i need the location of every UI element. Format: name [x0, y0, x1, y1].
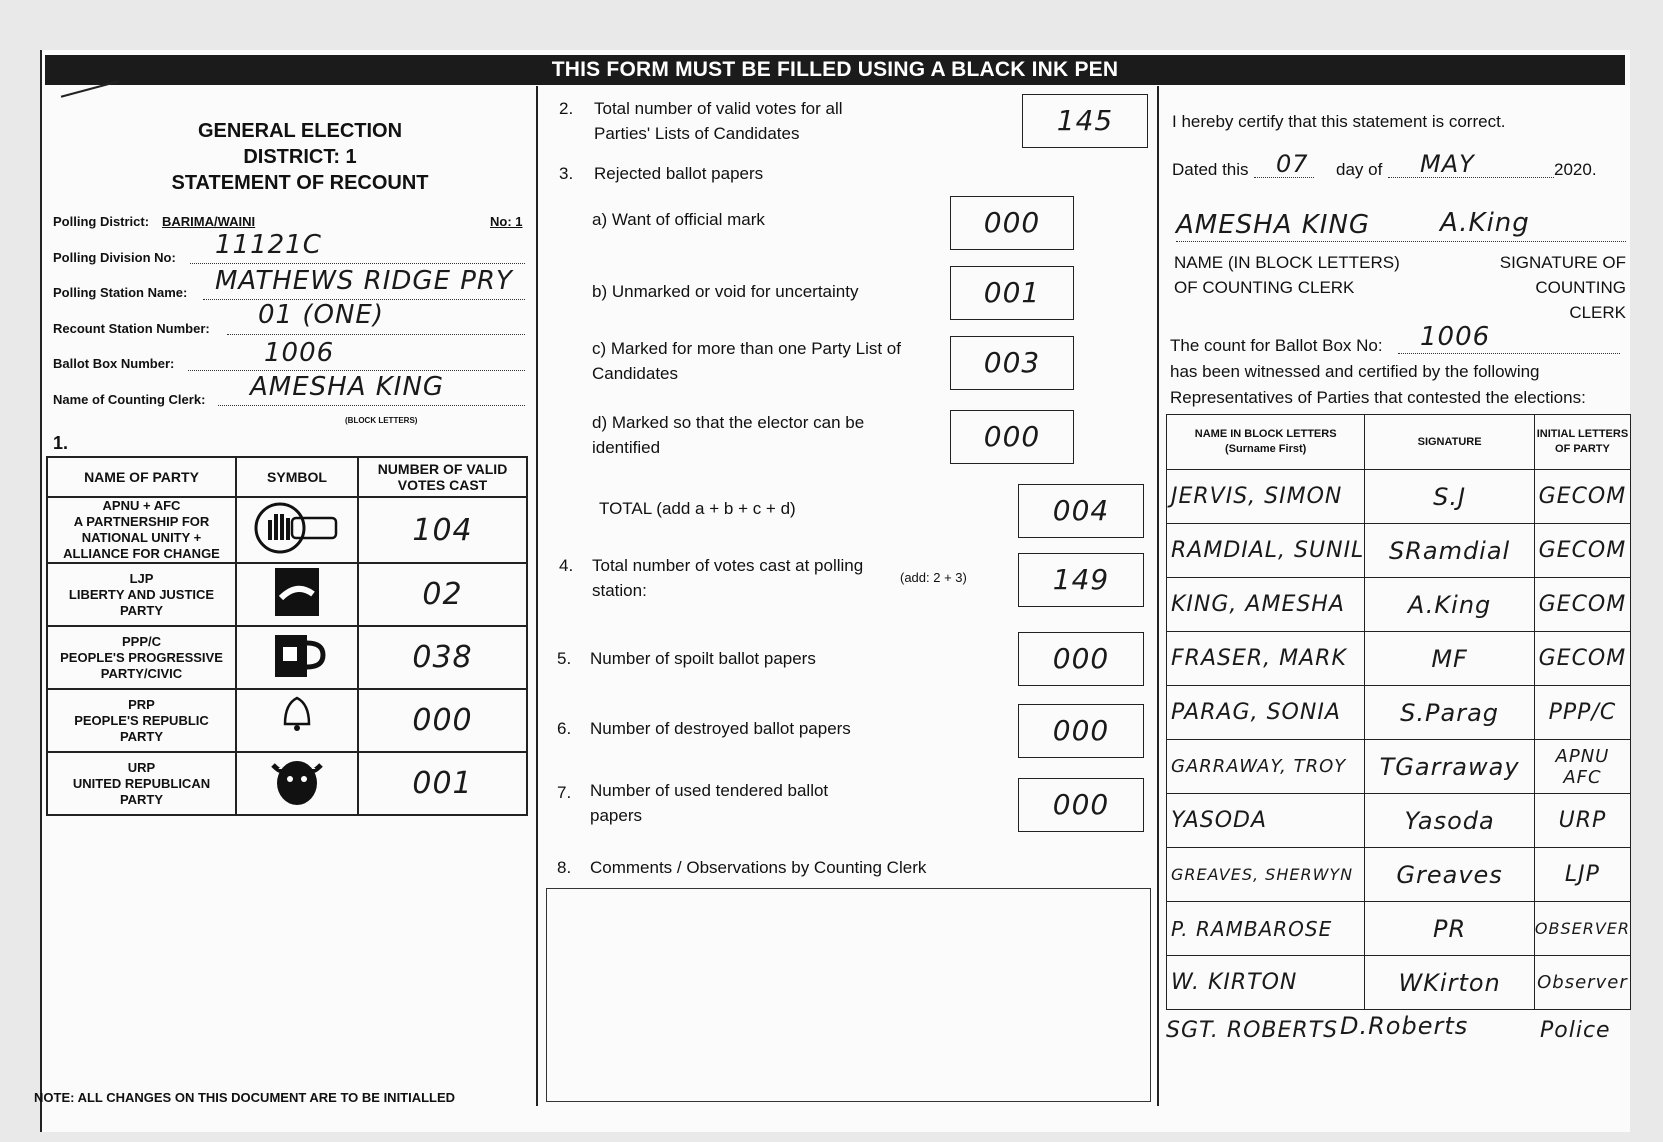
- party-name: PPP/C PEOPLE'S PROGRESSIVE PARTY/CIVIC: [47, 626, 236, 689]
- qc-text: c) Marked for more than one Party List of Candidates: [592, 339, 901, 383]
- witness-signature: SRamdial: [1365, 524, 1535, 578]
- day-of-text: day of: [1336, 160, 1383, 179]
- ballot-box-value: 1006: [264, 338, 335, 368]
- q7-text: Number of used tendered ballot papers: [590, 781, 829, 825]
- hand-symbol-icon: [236, 497, 358, 563]
- polling-division-value: 11121C: [215, 230, 322, 260]
- q6-value-box: 000: [1018, 704, 1144, 758]
- party-row: [47, 497, 527, 563]
- polling-station-value: MATHEWS RIDGE PRY: [215, 266, 513, 296]
- witness-party: URP: [1534, 794, 1630, 848]
- qa-text: a) Want of official mark: [592, 210, 765, 229]
- comments-box[interactable]: [546, 888, 1151, 1102]
- witness-party: GECOM: [1534, 578, 1630, 632]
- q4-number: 4.: [559, 556, 574, 575]
- section-1-label: 1.: [53, 433, 69, 453]
- witness-line2: Representatives of Parties that contested the elections:: [1170, 388, 1586, 407]
- dated-year: 2020.: [1554, 160, 1597, 179]
- q3-text: Rejected ballot papers: [594, 164, 764, 183]
- witness-row: [1167, 578, 1631, 632]
- witness-name: PARAG, SONIA: [1167, 686, 1365, 740]
- symbol-header: SYMBOL: [236, 457, 358, 497]
- bull-symbol-icon: [236, 752, 358, 815]
- witness-signature: TGarraway: [1365, 740, 1535, 794]
- witness-party: LJP: [1534, 848, 1630, 902]
- polling-division-label: Polling Division No:: [53, 250, 176, 265]
- qb-text: b) Unmarked or void for uncertainty: [592, 282, 859, 301]
- party-name: APNU + AFC A PARTNERSHIP FOR NATIONAL UNITY + ALLIANCE FOR CHANGE: [47, 497, 236, 563]
- party-row: [47, 752, 527, 815]
- q8-text: Comments / Observations by Counting Clerk: [590, 858, 927, 877]
- q7-number: 7.: [557, 783, 572, 802]
- q4-value-box: 149: [1018, 553, 1144, 607]
- party-votes: 000: [358, 689, 527, 752]
- party-votes: 001: [358, 752, 527, 815]
- total-value-box: 004: [1018, 484, 1144, 538]
- bell-symbol-icon: [236, 689, 358, 752]
- party-name-header: NAME OF PARTY: [47, 457, 236, 497]
- party-name: PRP PEOPLE'S REPUBLIC PARTY: [47, 689, 236, 752]
- q6-number: 6.: [557, 719, 572, 738]
- witness-signature: PR: [1365, 902, 1535, 956]
- qb-value-box: 001: [950, 266, 1074, 320]
- party-votes: 038: [358, 626, 527, 689]
- q5-text: Number of spoilt ballot papers: [590, 649, 816, 668]
- column-divider-right: [1157, 86, 1159, 1106]
- clerk-signature-label: SIGNATURE OF COUNTING CLERK: [1499, 253, 1626, 322]
- party-row: [47, 563, 527, 626]
- witness-signature: A.King: [1365, 578, 1535, 632]
- party-votes: 02: [358, 563, 527, 626]
- banner: THIS FORM MUST BE FILLED USING A BLACK INK PEN: [45, 55, 1625, 85]
- clerk-signature: A.King: [1440, 208, 1530, 238]
- cup-symbol-icon: [236, 626, 358, 689]
- party-name: LJP LIBERTY AND JUSTICE PARTY: [47, 563, 236, 626]
- count-box-value: 1006: [1420, 322, 1491, 352]
- q4-text: Total number of votes cast at polling station:: [592, 556, 864, 600]
- witness-party-header: INITIAL LETTERS OF PARTY: [1534, 415, 1630, 470]
- extra-witness-name: SGT. ROBERTS: [1166, 1018, 1339, 1043]
- qd-value-box: 000: [950, 410, 1074, 464]
- count-prefix: The count for Ballot Box No:: [1170, 336, 1383, 355]
- changes-note: NOTE: ALL CHANGES ON THIS DOCUMENT ARE TO BE INITIALLED: [34, 1090, 456, 1105]
- witness-name: RAMDIAL, SUNIL: [1167, 524, 1365, 578]
- ballot-box-label: Ballot Box Number:: [53, 356, 175, 371]
- q6-text: Number of destroyed ballot papers: [590, 719, 851, 738]
- witness-party: PPP/C: [1534, 686, 1630, 740]
- witness-row: [1167, 740, 1631, 794]
- witness-name-header: NAME IN BLOCK LETTERS (Surname First): [1167, 415, 1365, 470]
- witness-row: [1167, 848, 1631, 902]
- clerk-label: Name of Counting Clerk:: [53, 392, 206, 407]
- q2-number: 2.: [559, 99, 574, 118]
- clerk-block-name: AMESHA KING: [1176, 210, 1371, 240]
- witness-row: [1167, 902, 1631, 956]
- witness-name: YASODA: [1167, 794, 1365, 848]
- witness-row: [1167, 686, 1631, 740]
- q5-number: 5.: [557, 649, 572, 668]
- total-text: TOTAL (add a + b + c + d): [599, 499, 796, 518]
- witness-name: JERVIS, SIMON: [1167, 470, 1365, 524]
- dated-month: MAY: [1420, 150, 1475, 178]
- polling-station-label: Polling Station Name:: [53, 285, 188, 300]
- clerk-name-label: NAME (IN BLOCK LETTERS) OF COUNTING CLERK: [1174, 253, 1400, 297]
- witness-name: W. KIRTON: [1167, 956, 1365, 1010]
- q5-value-box: 000: [1018, 632, 1144, 686]
- qc-value-box: 003: [950, 336, 1074, 390]
- q2-text: Total number of valid votes for all Parties' Lists of Candidates: [594, 99, 843, 143]
- witness-row: [1167, 632, 1631, 686]
- dated-prefix: Dated this: [1172, 160, 1249, 179]
- votes-header: NUMBER OF VALID VOTES CAST: [358, 457, 527, 497]
- party-row: [47, 689, 527, 752]
- q4-hint: (add: 2 + 3): [900, 570, 967, 585]
- column-divider-left: [536, 86, 538, 1106]
- witness-signature: Greaves: [1365, 848, 1535, 902]
- recount-station-value: 01 (ONE): [258, 300, 384, 330]
- witness-name: GARRAWAY, TROY: [1167, 740, 1365, 794]
- witness-signature: WKirton: [1365, 956, 1535, 1010]
- witness-line1: has been witnessed and certified by the following: [1170, 362, 1540, 381]
- witness-party: APNU AFC: [1534, 740, 1630, 794]
- block-letters-note: (BLOCK LETTERS): [345, 416, 418, 425]
- witness-signature: S.J: [1365, 470, 1535, 524]
- title-line1: GENERAL ELECTION: [197, 120, 403, 142]
- witness-party: OBSERVER: [1534, 902, 1630, 956]
- recount-station-label: Recount Station Number:: [53, 321, 210, 336]
- party-row: [47, 626, 527, 689]
- certify-text: I hereby certify that this statement is correct.: [1172, 112, 1506, 131]
- clerk-value: AMESHA KING: [250, 372, 445, 402]
- dated-day: 07: [1276, 150, 1309, 178]
- party-table: [46, 456, 528, 816]
- witness-name: FRASER, MARK: [1167, 632, 1365, 686]
- q3-number: 3.: [559, 164, 574, 183]
- party-votes: 104: [358, 497, 527, 563]
- polling-district-label: Polling District:: [53, 214, 150, 229]
- witness-signature-header: SIGNATURE: [1365, 415, 1535, 470]
- title-line2: DISTRICT: 1: [243, 146, 357, 168]
- witness-signature: Yasoda: [1365, 794, 1535, 848]
- polling-district-value: BARIMA/WAINI: [162, 214, 256, 229]
- witness-party: GECOM: [1534, 470, 1630, 524]
- q7-value-box: 000: [1018, 778, 1144, 832]
- title-line3: STATEMENT OF RECOUNT: [171, 172, 429, 194]
- q8-number: 8.: [557, 858, 572, 877]
- extra-witness-signature: D.Roberts: [1340, 1012, 1469, 1040]
- party-name: URP UNITED REPUBLICAN PARTY: [47, 752, 236, 815]
- witness-signature: MF: [1365, 632, 1535, 686]
- witness-party: Observer: [1534, 956, 1630, 1010]
- q2-value-box: 145: [1022, 94, 1148, 148]
- witness-party: GECOM: [1534, 632, 1630, 686]
- witness-name: P. RAMBAROSE: [1167, 902, 1365, 956]
- witness-name: KING, AMESHA: [1167, 578, 1365, 632]
- witness-party: GECOM: [1534, 524, 1630, 578]
- witness-row: [1167, 956, 1631, 1010]
- qd-text: d) Marked so that the elector can be identified: [592, 413, 865, 457]
- extra-witness-party: Police: [1540, 1018, 1611, 1043]
- qa-value-box: 000: [950, 196, 1074, 250]
- district-no: No: 1: [490, 214, 523, 229]
- witness-name: GREAVES, SHERWYN: [1167, 848, 1365, 902]
- witness-row: [1167, 524, 1631, 578]
- witness-signature: S.Parag: [1365, 686, 1535, 740]
- witness-row: [1167, 794, 1631, 848]
- witness-row: [1167, 470, 1631, 524]
- witness-table: [1166, 414, 1631, 1010]
- handshake-symbol-icon: [236, 563, 358, 626]
